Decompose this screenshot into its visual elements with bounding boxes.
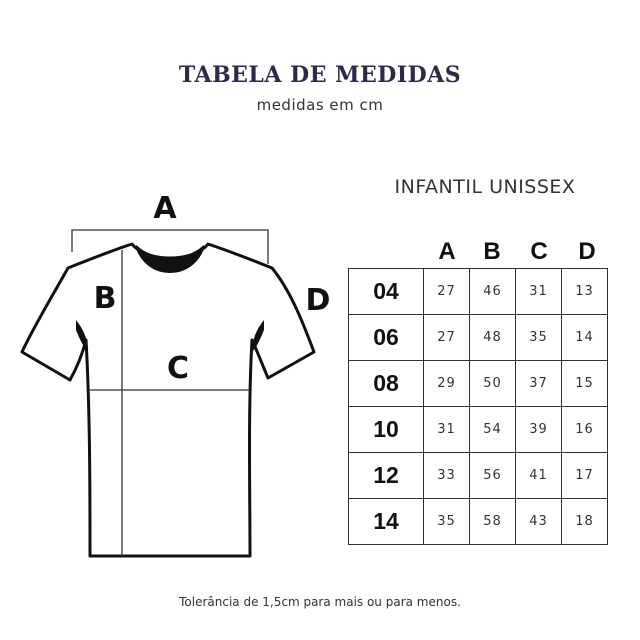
measure-cell-c: 35 <box>516 315 562 361</box>
measure-cell-a: 27 <box>424 269 470 315</box>
tolerance-note: Tolerância de 1,5cm para mais ou para menos. <box>179 595 461 609</box>
column-header-c: C <box>530 238 548 265</box>
measure-cell-d: 17 <box>562 453 608 499</box>
table-row <box>349 315 608 361</box>
table-row <box>349 361 608 407</box>
measure-cell-c: 41 <box>516 453 562 499</box>
column-header-b: B <box>483 238 501 265</box>
size-table <box>348 268 608 545</box>
measure-cell-b: 54 <box>470 407 516 453</box>
column-header-a: A <box>438 238 456 265</box>
table-row <box>349 407 608 453</box>
table-section-title: INFANTIL UNISSEX <box>394 176 576 198</box>
measure-cell-c: 31 <box>516 269 562 315</box>
label-b: B <box>93 281 117 316</box>
measure-cell-b: 46 <box>470 269 516 315</box>
label-a: A <box>153 191 177 226</box>
page-title: TABELA DE MEDIDAS <box>178 62 462 88</box>
measure-cell-a: 31 <box>424 407 470 453</box>
tshirt-outline-icon <box>22 244 314 556</box>
size-cell: 10 <box>349 407 424 453</box>
measure-cell-b: 56 <box>470 453 516 499</box>
measure-cell-d: 16 <box>562 407 608 453</box>
table-row <box>349 499 608 545</box>
size-cell: 12 <box>349 453 424 499</box>
measure-cell-c: 43 <box>516 499 562 545</box>
column-header-d: D <box>578 238 596 265</box>
measure-cell-d: 18 <box>562 499 608 545</box>
measure-cell-a: 35 <box>424 499 470 545</box>
measure-cell-b: 48 <box>470 315 516 361</box>
page-subtitle: medidas em cm <box>256 96 384 114</box>
measure-cell-a: 27 <box>424 315 470 361</box>
measure-cell-c: 37 <box>516 361 562 407</box>
measure-cell-a: 29 <box>424 361 470 407</box>
label-c: C <box>166 351 190 386</box>
measure-cell-b: 50 <box>470 361 516 407</box>
measure-cell-a: 33 <box>424 453 470 499</box>
tshirt-diagram <box>10 180 330 570</box>
size-cell: 14 <box>349 499 424 545</box>
measure-cell-d: 13 <box>562 269 608 315</box>
table-row <box>349 269 608 315</box>
label-d: D <box>305 283 330 318</box>
measure-cell-d: 14 <box>562 315 608 361</box>
size-cell: 08 <box>349 361 424 407</box>
measure-cell-c: 39 <box>516 407 562 453</box>
size-cell: 06 <box>349 315 424 361</box>
size-cell: 04 <box>349 269 424 315</box>
table-row <box>349 453 608 499</box>
measure-cell-d: 15 <box>562 361 608 407</box>
measure-cell-b: 58 <box>470 499 516 545</box>
